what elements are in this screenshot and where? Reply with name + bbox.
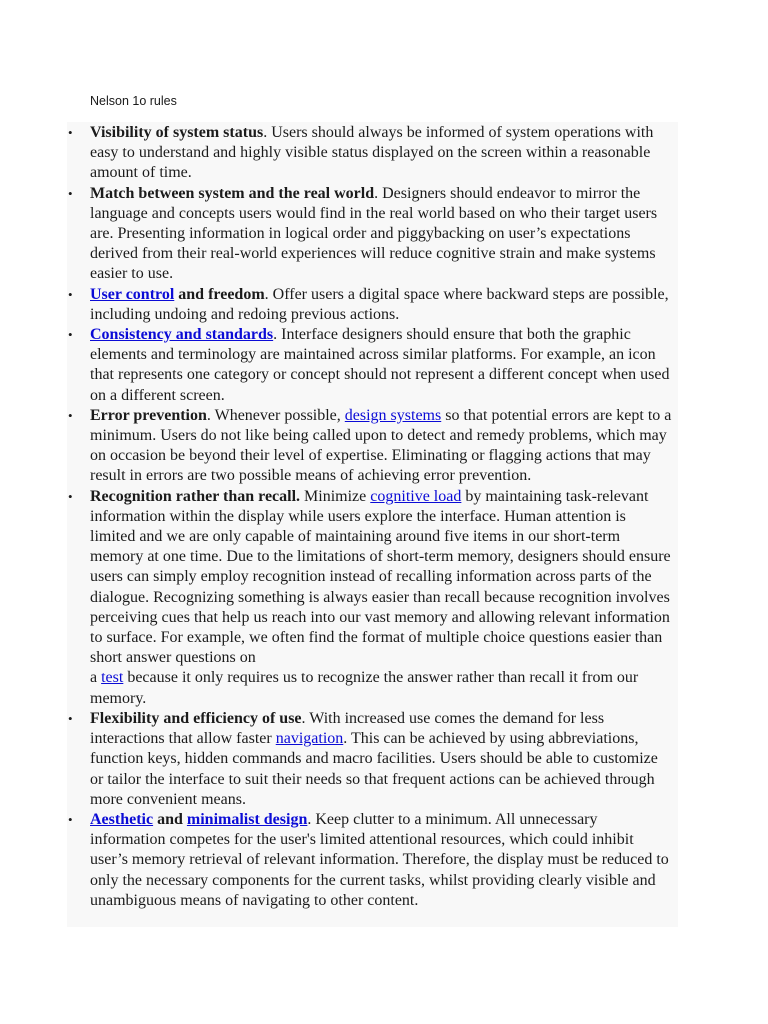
rule-body: a	[90, 669, 102, 687]
list-item-recognition	[67, 487, 678, 709]
rule-term: Recognition rather than recall.	[90, 487, 301, 505]
rule-body: . Offer users a digital space where backward steps are possible, including undoing and redoing previous actions.	[90, 285, 669, 323]
user-control-link[interactable]: User control	[90, 285, 175, 303]
rules-panel	[67, 122, 678, 927]
bullet-icon: •	[68, 185, 73, 201]
bullet-icon: •	[68, 327, 73, 343]
document-title: Nelson 1o rules	[90, 94, 177, 108]
bullet-icon: •	[68, 488, 73, 504]
list-item-match	[67, 184, 678, 285]
rule-body: . Interface designers should ensure that both the graphic elements and terminology are maintained across similar platforms. For example, an icon that represents one category or concept should not represent a different concept when used on a different screen.	[90, 326, 670, 404]
rule-body: . This can be achieved by using abbreviations, function keys, hidden commands and macro facilities. Users should be able to customize or tailor the interface to suit their needs so that frequent actions can be achieved through more convenient means.	[90, 730, 658, 808]
rule-term: Error prevention	[90, 406, 207, 424]
list-item-visibility	[67, 123, 678, 184]
rule-body: by maintaining task-relevant information within the display while users explore the interface. Human attention is limited and we are only capable of maintaining around five items in our short-term memory at one time. Due to the limitations of short-term memory, designers should ensure users can simply employ recognition instead of recalling information across parts of the dialogue. Recognizing something is always easier than recall because recognition involves perceiving cues that help us reach into our vast memory and allowing relevant information to surface. For example, we often find the format of multiple choice questions easier than short answer questions on	[90, 487, 671, 667]
bullet-icon: •	[68, 407, 73, 423]
list-item-consistency	[67, 325, 678, 406]
rule-term: and	[153, 810, 187, 828]
rule-body: . Users should always be informed of system operations with easy to understand and highly visible status displayed on the screen within a reasonable amount of time.	[90, 124, 654, 182]
list-item-user-control	[67, 285, 678, 325]
minimalist-design-link[interactable]: minimalist design	[186, 810, 308, 828]
rule-body: because it only requires us to recognize the answer rather than recall it from our memory.	[90, 669, 639, 707]
design-systems-link[interactable]: design systems	[344, 406, 442, 424]
list-item-aesthetic	[67, 810, 678, 911]
rule-body: . Designers should endeavor to mirror the language and concepts users would find in the real world based on who their target users are. Presenting information in logical order and piggybacking on user’s expectations derived from their real-world experiences will reduce cognitive strain and make systems easier to use.	[90, 184, 658, 283]
consistency-standards-link[interactable]: Consistency and standards	[90, 326, 274, 344]
aesthetic-link[interactable]: Aesthetic	[90, 810, 154, 828]
rule-term: Flexibility and efficiency of use	[90, 709, 302, 727]
rule-body: so that potential errors are kept to a minimum. Users do not like being called upon to detect and remedy problems, which may on occasion be beyond their level of expertise. Eliminating or flagging actions that may result in errors are two possible means of achieving error prevention.	[90, 406, 672, 485]
bullet-icon: •	[68, 811, 73, 827]
navigation-link[interactable]: navigation	[275, 730, 344, 748]
rule-body: . With increased use comes the demand for less interactions that allow faster	[90, 709, 605, 748]
bullet-icon: •	[68, 286, 73, 302]
list-item-error-prevention	[67, 406, 678, 487]
rules-list	[67, 122, 678, 911]
cognitive-load-link[interactable]: cognitive load	[370, 487, 462, 505]
rule-term: and freedom	[174, 285, 265, 303]
rule-body: Minimize	[300, 487, 371, 505]
rule-term: Match between system and the real world	[90, 184, 375, 202]
bullet-icon: •	[68, 125, 73, 140]
list-item-flexibility	[67, 709, 678, 810]
rule-body: . Whenever possible,	[206, 406, 345, 424]
test-link[interactable]: test	[101, 669, 124, 687]
bullet-icon: •	[68, 710, 73, 726]
rule-term: Visibility of system status	[90, 124, 264, 141]
rule-body: . Keep clutter to a minimum. All unnecessary information competes for the user's limited attentional resources, which could inhibit user’s memory retrieval of relevant information. Therefore, the display must be reduced to only the necessary components for the current tasks, whilst providing clearly visible and unambiguous means of navigating to other content.	[90, 810, 669, 909]
